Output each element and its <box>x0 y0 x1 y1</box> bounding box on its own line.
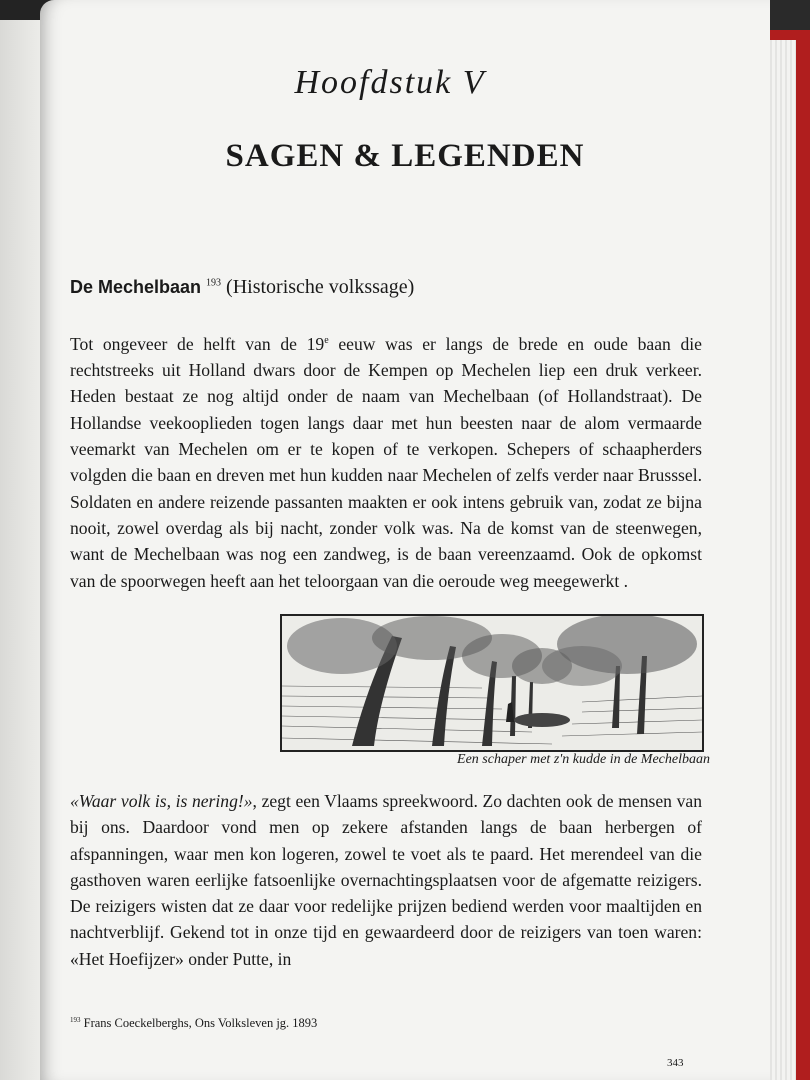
quote-proverb: «Waar volk is, is nering!» <box>70 791 253 811</box>
footnote <box>70 1016 317 1031</box>
paragraph-1 <box>70 328 702 594</box>
section-title <box>70 276 414 299</box>
paragraph-1-text-b: eeuw was er langs de brede en oude baan die rechtstreeks uit Holland dwars door de Kempen op Mechelen liep een druk verkeer. Heden bestaat ze nog altijd onder de naam van Mechelbaan (of Hollandstraat). De Hollandse veekooplieden togen langs daar met hun beesten naar de alom vermaarde veemarkt van Mechelen om er te kopen of te verkopen. Schepers of schaapherders volgden die baan en dreven met hun kudden naar Mechelen of zelfs verder naar Brusssel. Soldaten en andere reizende passanten maakten er ook intens gebruik van, zodat ze bijna nooit, zowel overdag als bij nacht, zonder volk was. Na de komst van de steenwegen, want de Mechelbaan was nog een zandweg, is de baan vereenzaamd. Ook de opkomst van de spoorwegen heeft aan het teloorgaan van die oeroude weg meegewerkt . <box>70 333 702 591</box>
section-name: De Mechelbaan <box>70 277 202 297</box>
illustration-shepherd <box>280 614 704 752</box>
paragraph-2 <box>70 788 702 972</box>
footnote-text: Frans Coeckelberghs, Ons Volksleven jg. 1893 <box>83 1016 318 1031</box>
paragraph-2-text: , zegt een Vlaams spreekwoord. Zo dachten ook de mensen van bij ons. Daardoor vond men op zekere afstanden langs de baan herbergen of afspanningen, waar men kon logeren, zowel te voet als te paard. Het merendeel van die gasthoven waren eerlijke fatsoenlijke overnachtingsplaatsen voor de afgematte reizigers. De reizigers wisten dat ze daar voor redelijke prijzen bediend werden voor maaltijden en nachtverblijf. Gekend tot in onze tijd en gewaardeerd door de reizigers van toen waren: «Het Hoefijzer» onder Putte, in <box>70 791 702 969</box>
book-page <box>40 0 770 1080</box>
figure-caption: Een schaper met z'n kudde in de Mechelbaan <box>457 752 710 767</box>
chapter-label: Hoofdstuk V <box>294 64 486 101</box>
paragraph-1-text-a: Tot ongeveer de helft van de 19 <box>70 333 325 354</box>
footnote-number: 193 <box>70 1016 81 1024</box>
page-number: 343 <box>667 1057 684 1069</box>
chapter-title: SAGEN & LEGENDEN <box>225 138 585 174</box>
century-superscript: e <box>324 335 329 346</box>
footnote-reference: 193 <box>206 277 222 289</box>
section-subtitle: (Historische volkssage) <box>226 276 415 298</box>
